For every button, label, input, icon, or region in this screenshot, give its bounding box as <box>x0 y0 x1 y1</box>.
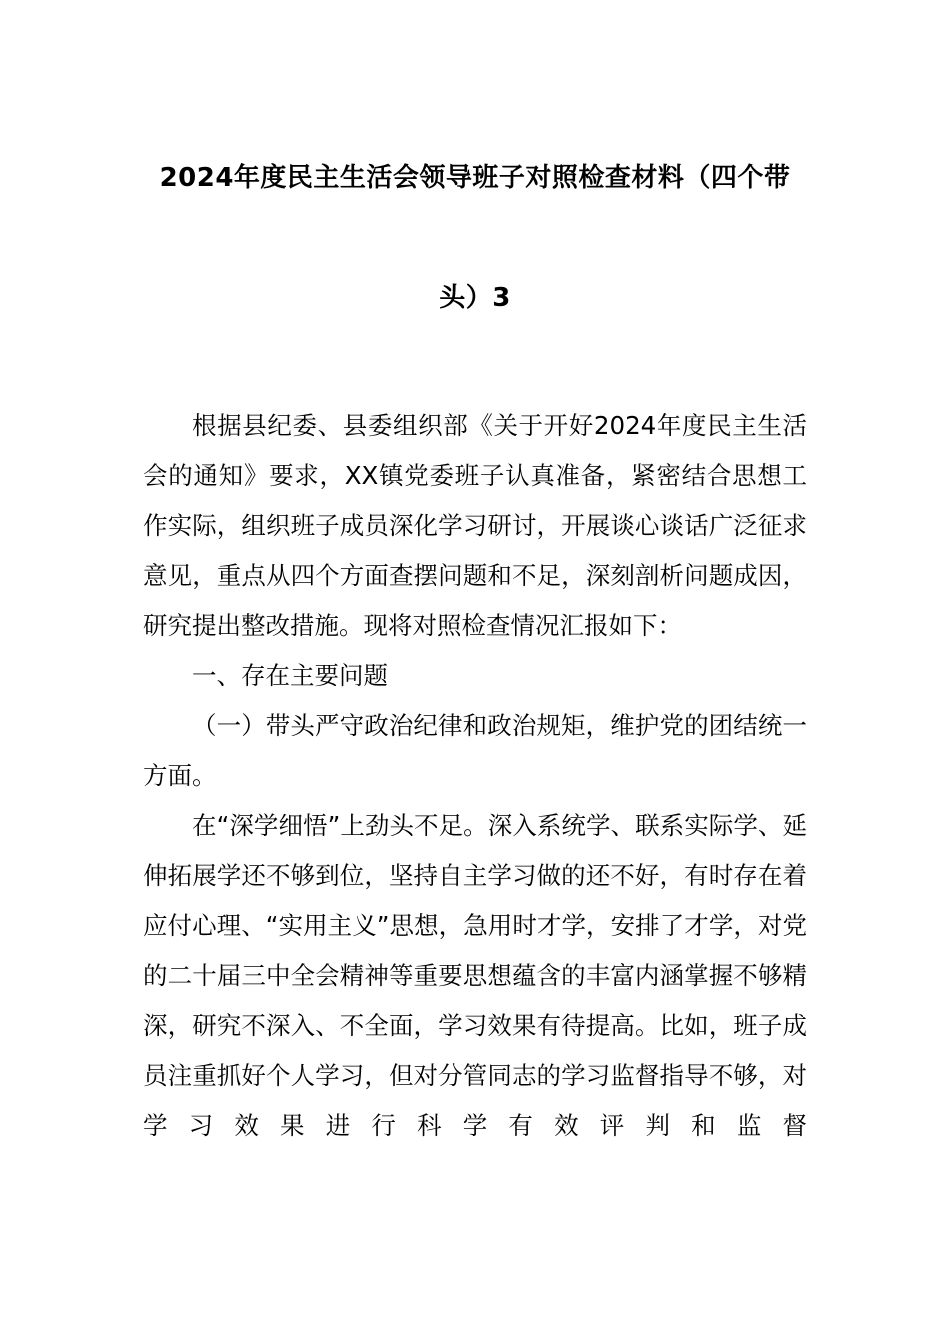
document-body <box>143 401 807 1151</box>
paragraph-study: 在“深学细悟”上劲头不足。深入系统学、联系实际学、延伸拓展学还不够到位，坚持自主学习做的还不好，有时存在着应付心理、“实用主义”思想，急用时才学，安排了才学，对党的二十届三中全会精神等重要思想蕴含的丰富内涵掌握不够精深，研究不深入、不全面，学习效果有待提高。比如，班子成员注重抓好个人学习，但对分管同志的学习监督指导不够，对学习效果进行科学有效评判和监督 <box>143 811 807 1140</box>
paragraph-intro: 根据县纪委、县委组织部《关于开好2024年度民主生活会的通知》要求，XX镇党委班子认真准备，紧密结合思想工作实际，组织班子成员深化学习研讨，开展谈心谈话广泛征求意见，重点从四个方面查摆问题和不足，深刻剖析问题成因，研究提出整改措施。现将对照检查情况汇报如下： <box>143 411 807 640</box>
document-title-line-1: 2024年度民主生活会领导班子对照检查材料（四个带 <box>159 163 791 193</box>
document-title-line-2: 头）3 <box>439 283 511 313</box>
section-heading: 一、存在主要问题 <box>192 661 388 690</box>
subsection-heading: （一）带头严守政治纪律和政治规矩，维护党的团结统一方面。 <box>143 711 807 790</box>
